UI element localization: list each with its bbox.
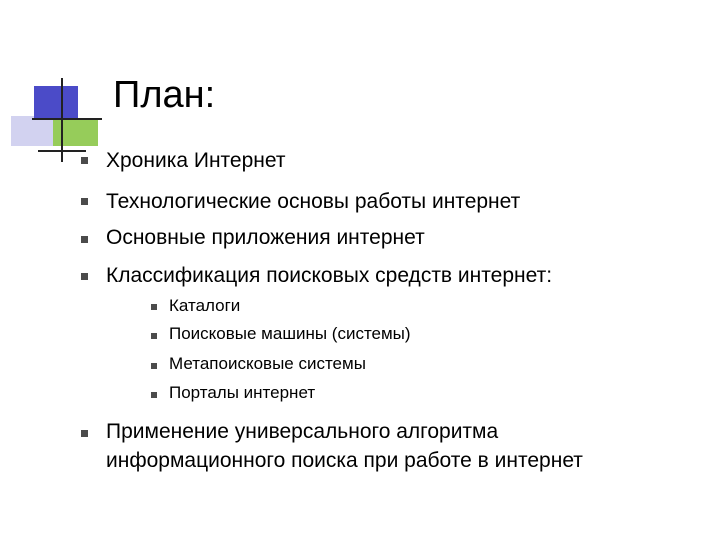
- sub-bullet-icon: [151, 392, 157, 398]
- slide-title: План:: [113, 74, 216, 116]
- bullet-icon: [81, 273, 88, 280]
- bullet-icon: [81, 157, 88, 164]
- sub-list-item: Каталоги: [169, 296, 241, 315]
- sub-list-item: Поисковые машины (системы): [169, 324, 411, 343]
- bullet-icon: [81, 198, 88, 205]
- list-item: Основные приложения интернет: [106, 226, 425, 249]
- ornament-horizontal-line-lower: [38, 150, 86, 152]
- ornament-lilac-square: [11, 116, 53, 146]
- ornament-green-square: [53, 118, 98, 146]
- corner-ornament: [0, 0, 110, 170]
- list-item-line1: Применение универсального алгоритма: [106, 420, 499, 443]
- ornament-blue-square: [34, 86, 78, 118]
- list-item-line2: информационного поиска при работе в интернет: [106, 449, 583, 472]
- sub-list-item: Порталы интернет: [169, 383, 316, 402]
- bullet-icon: [81, 236, 88, 243]
- sub-bullet-icon: [151, 333, 157, 339]
- bullet-icon: [81, 430, 88, 437]
- ornament-horizontal-line: [32, 118, 102, 120]
- sub-bullet-icon: [151, 304, 157, 310]
- sub-bullet-icon: [151, 363, 157, 369]
- list-item: Технологические основы работы интернет: [106, 190, 521, 213]
- list-item: Хроника Интернет: [106, 149, 286, 172]
- list-item: Классификация поисковых средств интернет:: [106, 264, 553, 287]
- sub-list-item: Метапоисковые системы: [169, 354, 366, 373]
